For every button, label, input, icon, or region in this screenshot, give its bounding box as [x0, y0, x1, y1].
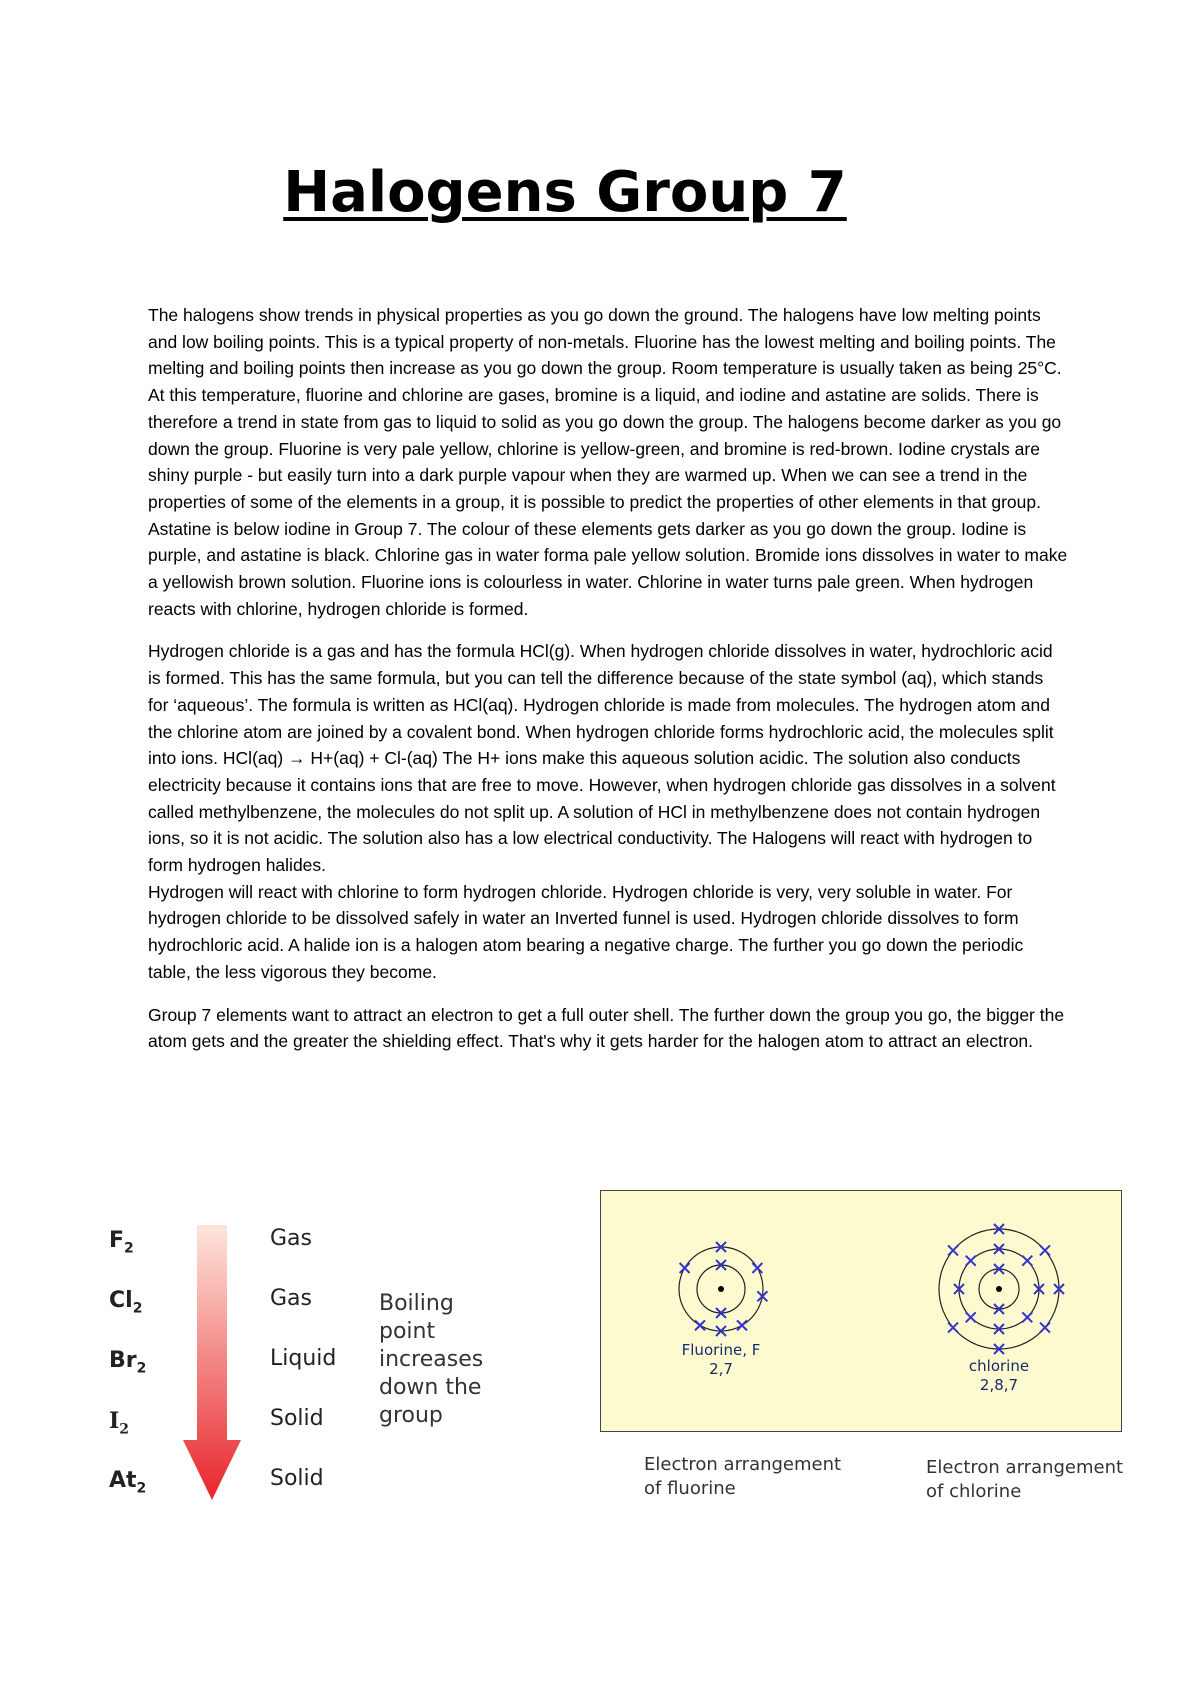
formula-fluorine: $F_2$: [109, 1228, 134, 1257]
body-text: [148, 302, 1068, 1071]
paragraph-hydrogen-chloride: Hydrogen chloride is a gas and has the formula HCl(g). When hydrogen chloride dissolves in water, hydrochloric acid is formed. This has the same formula, but you can tell the difference because of the state symbol (aq), which stands for ‘aqueous’. The formula is written as HCl(aq). Hydrogen chloride is made from molecules. The hydrogen atom and the chlorine atom are joined by a covalent bond. When hydrogen chloride forms hydrochloric acid, the molecules split into ions. HCl(aq) → H+(aq) + Cl-(aq) The H+ ions make this aqueous solution acidic. The solution also conducts electricity because it contains ions that are free to move. However, when hydrogen chloride gas dissolves in a solvent called methylbenzene, the molecules do not split up. A solution of HCl in methylbenzene does not contain hydrogen ions, so it is not acidic. The solution also has a low electrical conductivity. The Halogens will react with hydrogen to form hydrogen halides.: [148, 641, 1056, 876]
electron-cross-icon: [680, 1263, 690, 1273]
page-title: Halogens Group 7: [283, 160, 847, 225]
paragraph-hydrogen-reaction: Hydrogen will react with chlorine to form hydrogen chloride. Hydrogen chloride is very, very soluble in water. For hydrogen chloride to be dissolved safely in water an Inverted funnel is used. Hydrogen chloride dissolves to form hydrochloric acid. A halide ion is a halogen atom bearing a negative charge. The further you go down the periodic table, the less vigorous they become.: [148, 881, 1024, 982]
formula-chlorine: $Cl_2$: [109, 1288, 143, 1317]
paragraph-physical-trends: The halogens show trends in physical properties as you go down the ground. The halogens have low melting points and low boiling points. This is a typical property of non-metals. Fluorine has the lowest melting and boiling points. The melting and boiling points then increase as you go down the group. Room temperature is usually taken as being 25°C. At this temperature, fluorine and chlorine are gases, bromine is a liquid, and iodine and astatine are solids. There is therefore a trend in state from gas to liquid to solid as you go down the group. The halogens become darker as you go down the group. Fluorine is very pale yellow, chlorine is yellow-green, and bromine is red-brown. Iodine crystals are shiny purple - but easily turn into a dark purple vapour when they are warmed up. When we can see a trend in the properties of some of the elements in a group, it is possible to predict the properties of other elements in that group. Astatine is below iodine in Group 7. The colour of these elements gets darker as you go down the group. Iodine is purple, and astatine is black. Chlorine gas in water forma pale yellow solution. Bromide ions dissolves in water to make a yellowish brown solution. Fluorine ions is colourless in water. Chlorine in water turns pale green. When hydrogen reacts with chlorine, hydrogen chloride is formed.: [148, 305, 1068, 619]
electron-cross-icon: [752, 1263, 762, 1273]
electron-cross-icon: [1040, 1323, 1050, 1333]
chlorine-electrons: [948, 1224, 1064, 1354]
boiling-point-arrow: [183, 1225, 243, 1505]
formula-bromine: $Br_2$: [109, 1348, 147, 1377]
state-fluorine: Gas: [270, 1226, 312, 1251]
electron-cross-icon: [1022, 1312, 1032, 1322]
electron-cross-icon: [1040, 1245, 1050, 1255]
state-chlorine: Gas: [270, 1286, 312, 1311]
chlorine-label: chlorine 2,8,7: [968, 1357, 1030, 1394]
electron-cross-icon: [695, 1320, 705, 1330]
state-iodine: Solid: [270, 1406, 324, 1431]
electron-cross-icon: [1022, 1256, 1032, 1266]
electron-cross-icon: [948, 1245, 958, 1255]
caption-chlorine: Electron arrangement of chlorine: [926, 1457, 1124, 1502]
paragraph-electron-attraction: Group 7 elements want to attract an electron to get a full outer shell. The further down the group you go, the bigger the atom gets and the greater the shielding effect. That's why it gets harder for the halogen atom to attract an electron.: [148, 1004, 1065, 1052]
electron-arrangement-figure: [600, 1190, 1122, 1432]
electron-cross-icon: [966, 1312, 976, 1322]
fluorine-label: Fluorine, F 2,7: [681, 1341, 761, 1378]
formula-iodine: $I_2$: [109, 1408, 130, 1438]
boiling-point-note: Boiling point increases down the group: [379, 1291, 484, 1428]
electron-cross-icon: [966, 1256, 976, 1266]
formula-astatine: $At_2$: [109, 1468, 147, 1497]
electron-shell-diagram: [601, 1191, 1123, 1433]
electron-cross-icon: [948, 1323, 958, 1333]
fluorine-atom-diagram: [679, 1242, 767, 1336]
caption-fluorine: Electron arrangement of fluorine: [644, 1454, 842, 1499]
down-arrow-icon: [183, 1225, 243, 1500]
chlorine-atom-diagram: [939, 1224, 1064, 1354]
electron-cross-icon: [737, 1320, 747, 1330]
state-astatine: Solid: [270, 1466, 324, 1491]
state-bromine: Liquid: [270, 1346, 337, 1371]
